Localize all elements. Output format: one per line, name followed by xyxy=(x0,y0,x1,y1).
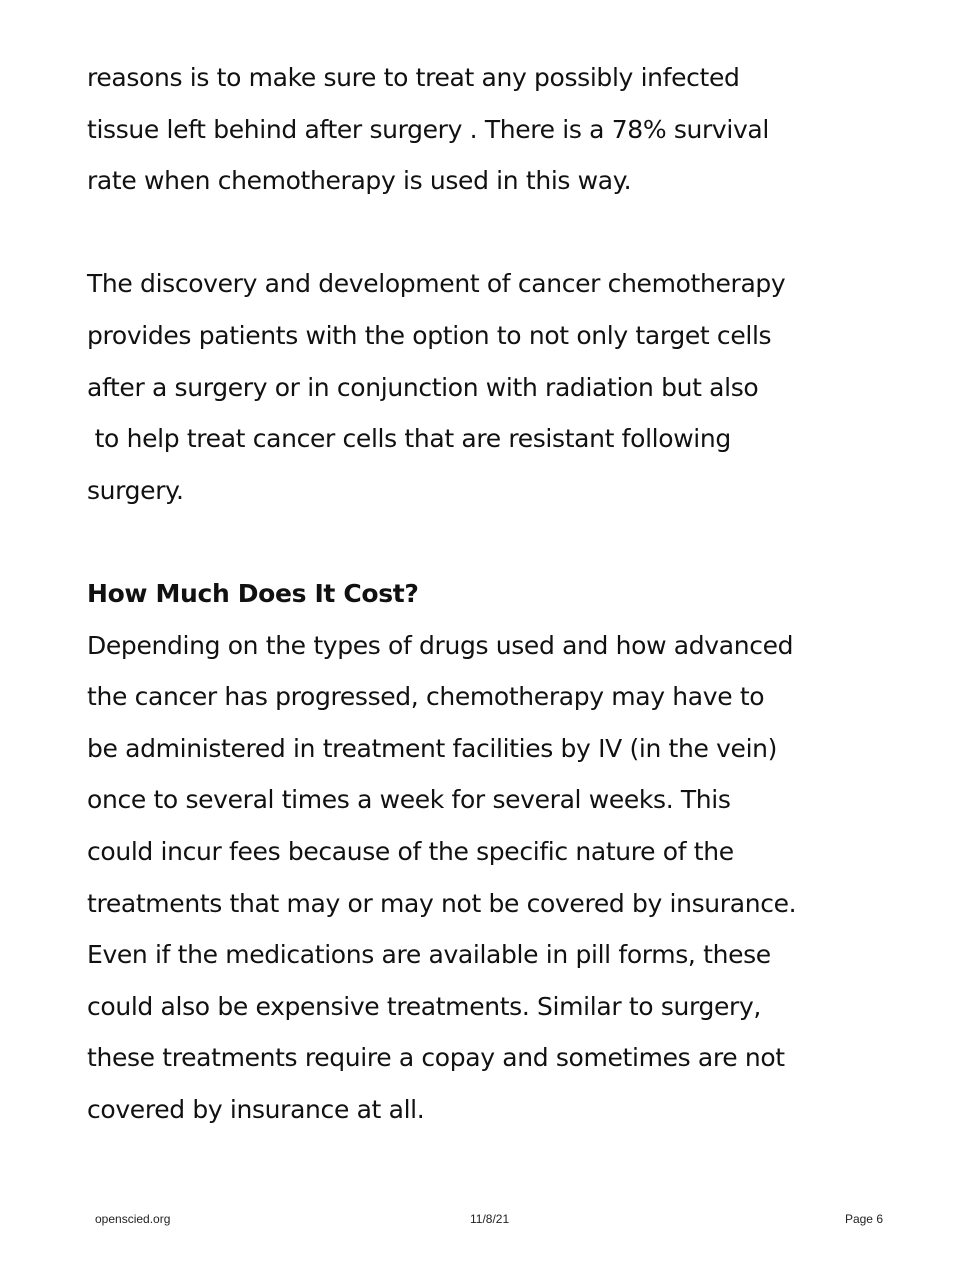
page-footer xyxy=(0,1212,979,1230)
section-heading: How Much Does It Cost? xyxy=(87,578,419,608)
paragraph-spacer xyxy=(87,207,917,259)
text-line: these treatments require a copay and sometimes are not xyxy=(87,1043,785,1073)
paragraph-spacer xyxy=(87,516,917,568)
document-body xyxy=(87,52,917,1135)
text-line: to help treat cancer cells that are resistant following xyxy=(87,424,731,454)
text-line: could incur fees because of the specific nature of the xyxy=(87,836,734,866)
text-line: tissue left behind after surgery . There is a 78% survival xyxy=(87,114,769,144)
section-cost xyxy=(87,568,917,1136)
text-line: be administered in treatment facilities by IV (in the vein) xyxy=(87,733,778,763)
footer-site: openscied.org xyxy=(95,1212,171,1226)
text-line: Depending on the types of drugs used and how advanced xyxy=(87,630,794,660)
footer-date: 11/8/21 xyxy=(470,1212,510,1226)
text-line: covered by insurance at all. xyxy=(87,1094,425,1124)
text-line: treatments that may or may not be covered by insurance. xyxy=(87,888,797,918)
footer-page-number: Page 6 xyxy=(844,1212,883,1226)
text-line: reasons is to make sure to treat any possibly infected xyxy=(87,63,740,92)
text-line: could also be expensive treatments. Similar to surgery, xyxy=(87,991,762,1021)
paragraph-discovery xyxy=(87,258,917,516)
text-line: rate when chemotherapy is used in this way. xyxy=(87,166,632,196)
text-line: Even if the medications are available in pill forms, these xyxy=(87,940,771,970)
text-line: once to several times a week for several weeks. This xyxy=(87,785,731,815)
text-line: after a surgery or in conjunction with radiation but also xyxy=(87,372,759,402)
text-line: surgery. xyxy=(87,475,184,505)
paragraph-infected-tissue xyxy=(87,52,917,207)
text-line: provides patients with the option to not only target cells xyxy=(87,320,772,350)
text-line: The discovery and development of cancer chemotherapy xyxy=(87,269,786,299)
text-line: the cancer has progressed, chemotherapy may have to xyxy=(87,682,765,712)
